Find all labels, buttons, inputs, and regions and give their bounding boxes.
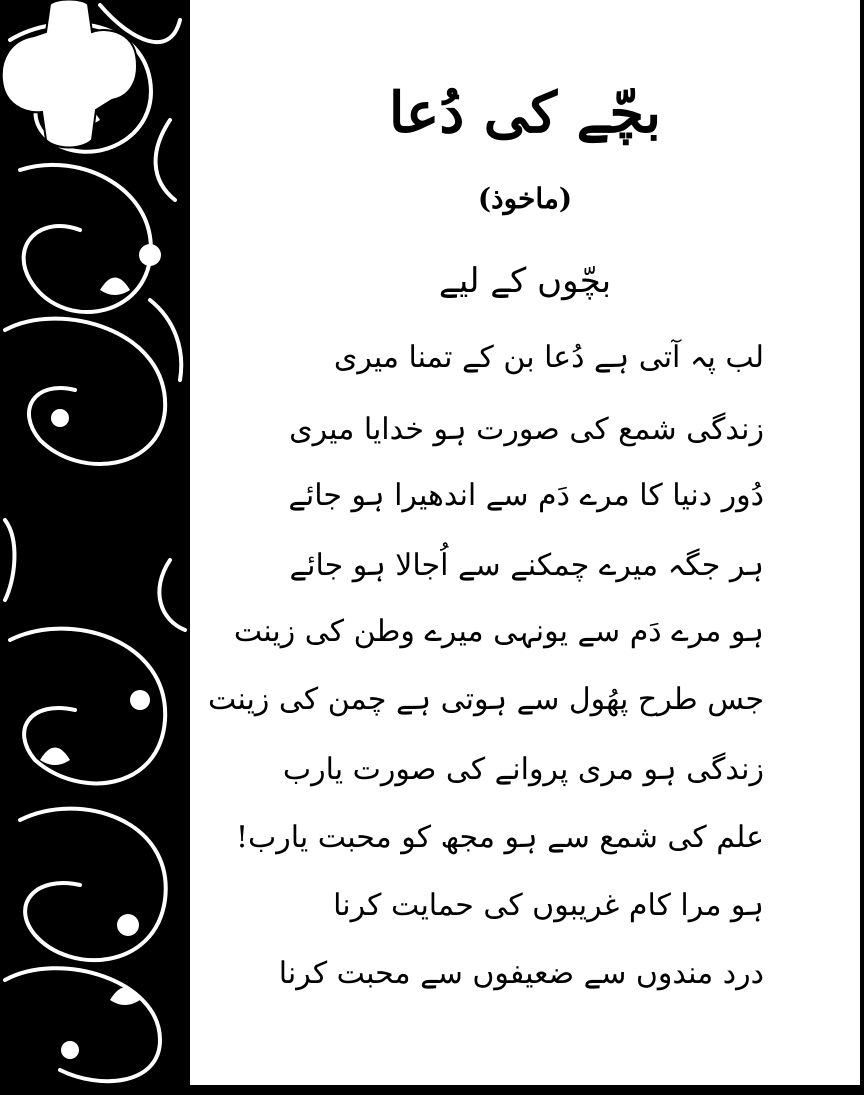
verse-line: زندگی ہو مری پروانے کی صورت یارب: [282, 752, 764, 787]
poem-subtitle: (ماخوذ): [477, 182, 573, 215]
badge-shape: [0, 0, 138, 150]
verse-line: ہر جگہ میرے چمکنے سے اُجالا ہو جائے: [289, 548, 764, 583]
verse-line: دُور دنیا کا مرے دَم سے اندھیرا ہو جائے: [288, 478, 764, 513]
ornamental-border: [0, 0, 190, 1095]
poem-title: بچّے کی دُعا: [388, 80, 662, 146]
verse-line: ہو مرا کام غریبوں کی حمایت کرنا: [333, 888, 764, 923]
badge-section-number: ٤٩: [71, 565, 95, 590]
poem-dedication: بچّوں کے لیے: [438, 261, 612, 301]
verse-line: زندگی شمع کی صورت ہو خدایا میری: [289, 412, 764, 447]
badge-page-number: ٦٥: [71, 500, 95, 525]
verse-line: جس طرح پھُول سے ہوتی ہے چمن کی زینت: [207, 682, 764, 717]
verse-line: علم کی شمع سے ہو مجھ کو محبت یارب!: [235, 820, 764, 855]
verse-line: درد مندوں سے ضعیفوں سے محبت کرنا: [278, 956, 764, 991]
badge-book-title: بانگِ درا: [43, 530, 123, 559]
verse-line: ہو مرے دَم سے یونہی میرے وطن کی زینت: [233, 614, 764, 649]
verse-line: لب پہ آتی ہے دُعا بن کے تمنا میری: [333, 340, 764, 375]
